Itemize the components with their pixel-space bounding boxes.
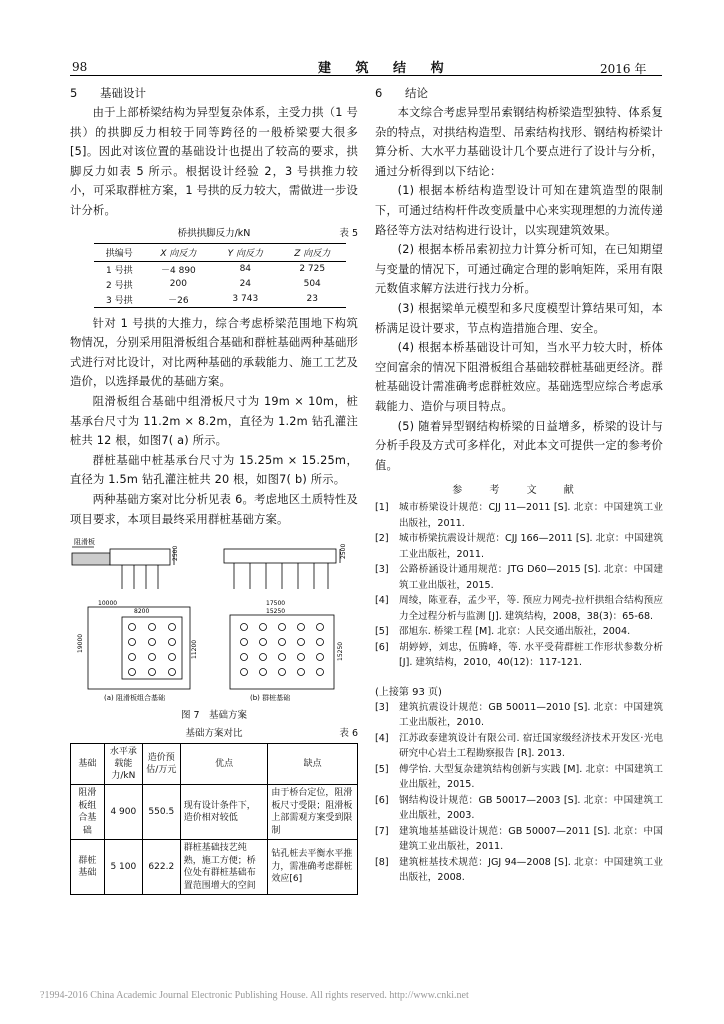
conclusion-3: (3) 根据梁单元模型和多尺度模型计算结果可知，本桥满足设计要求，节点构造措施合理、安全。 [375,301,663,335]
figure-7-caption: 图 7 基础方案 [180,710,248,722]
list-item: [2] 城市桥梁抗震设计规范：CJJ 166—2011 [S]. 北京：中国建筑工业出版社，2011. [375,533,663,560]
table-5-caption: 桥拱拱脚反力/kN 表 5 [177,227,358,239]
table-row: 3 号拱 －26 3 743 23 [94,292,346,308]
paragraph: 群桩基础中桩基承台尺寸为 15.25m × 15.25m，直径为 1.5m 钻孔灌注桩共 20 根，如图7( b) 所示。 [70,453,358,487]
references-heading: 参 考 文 献 [452,485,586,497]
pile-section [224,549,340,589]
table-row: 1 号拱 －4 890 84 2 725 [106,264,326,276]
conclusion-1: (1) 根据本桥结构造型设计可知在建筑造型的限制下，可通过结构杆件改变质量中心来实现理想的力流传递路径等方法对结构进行设计，以实现建筑效果。 [375,184,663,237]
table-row: 群桩基础 5 100 622.2 群桩基础技艺纯熟，施工方便；桥位处有群桩基础布置范围增大的空间 钻孔桩去平衡水平推力，需准确考虑群桩效应[6] [71,840,358,895]
table-5: 拱编号 X 向反力 Y 向反力 Z 向反力 1 号拱 －4 890 84 2 725 2 号拱 200 24 504 3 号拱 －26 3 743 23 [94,243,346,308]
list-item: [8] 建筑桩基技术规范：JGJ 94—2008 [S]. 北京：中国建筑工业出版社，2008. [375,856,663,884]
list-item: [4] 周绫，陈亚春，孟少平，等. 预应力网壳-拉杆拱组合结构预应力全过程分析与监测 [J]. 建筑结构，2008，38(3)：65-68. [375,595,663,622]
list-item: [3] 公路桥涵设计通用规范：JTG D60—2015 [S]. 北京：中国建筑工业出版社，2015. [375,564,663,591]
pile-grid-b [241,624,324,676]
dim-label: 10000 [98,600,118,608]
list-item: [6] 胡婷婷，刘忠，伍腾峰，等. 水平受荷群桩工作形状参数分析 [J]. 建筑结构，2010，40(12)：117-121. [375,641,663,669]
header-rule [70,75,662,76]
conclusion-4: (4) 根据本桥基础设计可知，当水平力较大时，桥体空间富余的情况下阻滑板组合基础较群桩基础更经济。群桩基础设计需准确考虑群桩效应。基础选型应综合考虑承载能力、造价与项目特点。 [375,341,663,413]
references-list [375,500,663,671]
continued-heading: (上接第 93 页) [375,686,442,698]
section-5-heading: 5 基础设计 [70,86,146,100]
table-row: 2 号拱 200 24 504 [106,279,321,291]
foundation-drawing [70,535,358,703]
dim-label: 15250 [266,608,286,616]
slab-label: 阻滑板 [74,538,95,547]
journal-year: 2016 年 [600,62,647,76]
table-6-caption: 基础方案对比 表 6 [185,728,358,740]
dim-label: 17500 [266,600,286,608]
dim-label: 11200 [191,640,198,660]
list-item: [6] 钢结构设计规范：GB 50017—2003 [S]. 北京：中国建筑工业出版社，2003. [375,794,663,822]
table-row: 阻滑板组合基础 4 900 550.5 现有设计条件下，造价相对较低 由于桥台定位，阻滑板尺寸受限；阻滑板上部需观方案受到限制 [71,785,358,840]
paragraph: 由于上部桥梁结构为异型复杂体系，主受力拱（1 号拱）的拱脚反力相较于同等跨径的一般桥梁要大很多[5]。因此对该位置的基础设计也提出了较高的要求，拱脚反力如表 5 所示。根据设计经验 2，3 号拱推力较小，可采取群桩方案，1 号拱的反力较大，需做进一步设计分析。 [70,106,358,217]
list-item: [7] 建筑地基基础设计规范：GB 50007—2011 [S]. 北京：中国建筑工业出版社，2011. [375,825,663,853]
page-number: 98 [72,60,88,74]
right-column [375,85,663,886]
subfigure-b-label: (b) 群桩基础 [250,694,291,703]
section-6-heading: 6 结论 [375,86,428,100]
copyright-footer: ?1994-2016 China Academic Journal Electronic Publishing House. All rights reserved. http://www.cnki.net [40,990,469,1001]
list-item: [5] 傅学怡. 大型复杂建筑结构创新与实践 [M]. 北京：中国建筑工业出版社，2015. [375,763,663,791]
slab-plan [88,607,190,689]
list-item: [1] 城市桥梁设计规范：CJJ 11—2011 [S]. 北京：中国建筑工业出版社，2011. [375,502,663,529]
list-item: [5] 邵旭东. 桥梁工程 [M]. 北京：人民交通出版社，2004. [375,626,631,638]
paragraph: 两种基础方案对比分析见表 6。考虑地区土质特性及项目要求，本项目最终采用群桩基础方案。 [70,492,358,526]
dim-label: 15250 [337,642,344,662]
left-column [70,85,358,895]
conclusion-2: (2) 根据本桥吊索初拉力计算分析可知，在已知期望与变量的情况下，可通过确定合理的影响矩阵，采用有限元数值求解方法进行找力分析。 [375,243,663,296]
pile-grid-a [129,624,176,676]
table-6: 基础 水平承载能力/kN 造价预估/万元 优点 缺点 阻滑板组合基础 4 900 550.5 现有设计条件下，造价相对较低 由于桥台定位，阻滑板尺寸受限；阻滑板上部需观方案受到限制 群桩基础 5 100 622.2 群桩基础技艺纯熟，施工方便；桥位处有群桩基础布置范围增大的空间 钻孔桩去平衡水平推力，需准确考虑群桩效应[6] [70,743,358,895]
journal-title: 建 筑 结 构 [318,61,454,76]
dim-label: 2500 [340,543,347,560]
dim-label: 8200 [134,608,150,616]
list-item: [3] 建筑抗震设计规范：GB 50011—2010 [S]. 北京：中国建筑工业出版社，2010. [375,701,663,729]
figure-7 [70,535,358,703]
list-item: [4] 江苏政泰建筑设计有限公司. 宿迁国家级经济技术开发区·光电研究中心岩土工程勘察报告 [R]. 2013. [375,732,663,760]
conclusion-5: (5) 随着异型钢结构桥梁的日益增多，桥梁的设计与分析手段及方式可多样化，对此本文可提供一定的参考价值。 [375,419,663,472]
continued-references-list [375,700,663,886]
subfigure-a-label: (a) 阻滑板组合基础 [104,694,165,703]
paragraph: 本文综合考虑异型吊索钢结构桥梁造型独特、体系复杂的特点，对拱结构造型、吊索结构找形、钢结构桥梁计算分析、大水平力基础设计几个要点进行了设计与分析，通过分析得到以下结论： [375,106,663,178]
paragraph: 阻滑板组合基础中组滑板尺寸为 19m × 10m，桩基承台尺寸为 11.2m × 8.2m，直径为 1.2m 钻孔灌注桩共 12 根，如图7( a) 所示。 [70,394,358,448]
dim-label: 19000 [77,634,84,654]
slab-section [72,547,174,589]
paragraph: 针对 1 号拱的大推力，综合考虑桥梁范围地下构筑物情况，分别采用阻滑板组合基础和群桩基础两种基础形式进行对比设计，对比两种基础的承载能力、施工工艺及造价，以选择最优的基础方案。 [70,316,358,389]
dim-label: 2500 [172,545,179,562]
